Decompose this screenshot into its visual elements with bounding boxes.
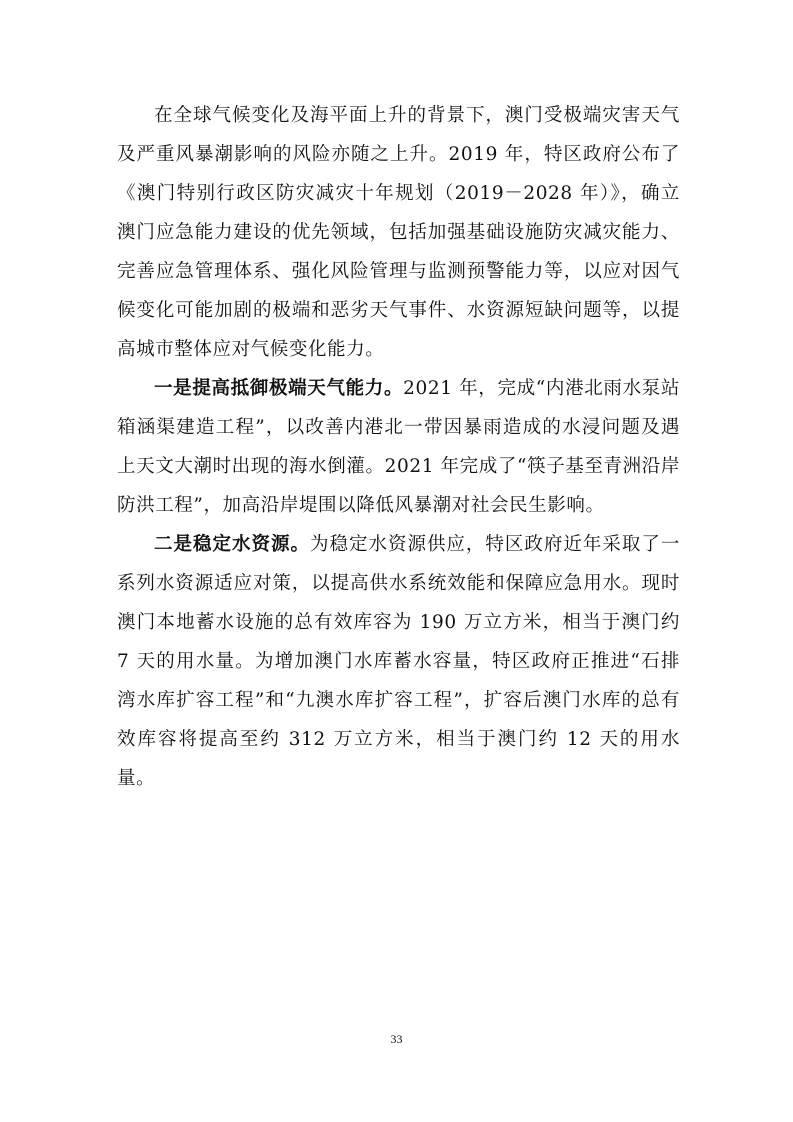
paragraph-text: 为稳定水资源供应，特区政府近年采取了一系列水资源适应对策，以提高供水系统效能和保障应急用水。现时澳门本地蓄水设施的总有效库容为 190 万立方米，相当于澳门约 7 天的用水量。为增加澳门水库蓄水容量，特区政府正推进“石排湾水库扩容工程”和“九澳水库扩容工程”，扩容后澳门水库的总有效库容将提高至约 312 万立方米，相当于澳门约 12 天的用水量。 [117,534,680,789]
paragraph-text: 在全球气候变化及海平面上升的背景下，澳门受极端灾害天气及严重风暴潮影响的风险亦随之上升。2019 年，特区政府公布了《澳门特别行政区防灾减灾十年规划（2019－2028 年）》，确立澳门应急能力建设的优先领域，包括加强基础设施防灾减灾能力、完善应急管理体系、强化风险管理与监测预警能力等，以应对因气候变化可能加剧的极端和恶劣天气事件、水资源短缺问题等，以提高城市整体应对气候变化能力。 [117,105,680,360]
paragraph-climate-background [117,96,680,369]
paragraph-extreme-weather [117,369,680,525]
page-number: 33 [390,1032,403,1046]
paragraph-lead-heading: 一是提高抵御极端天气能力。 [154,378,404,399]
document-body [117,96,680,798]
paragraph-lead-heading: 二是稳定水资源。 [154,534,310,555]
paragraph-text: 2021 年，完成“内港北雨水泵站箱涵渠建造工程”，以改善内港北一带因暴雨造成的水浸问题及遇上天文大潮时出现的海水倒灌。2021 年完成了“筷子基至青洲沿岸防洪工程”，加高沿岸堤围以降低风暴潮对社会民生影响。 [117,378,680,516]
paragraph-water-resources [117,525,680,798]
